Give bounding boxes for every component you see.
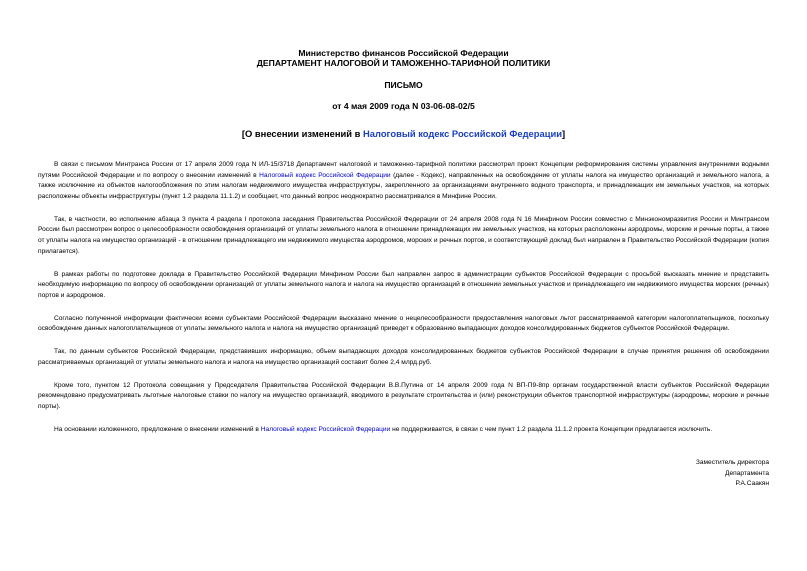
document-subject xyxy=(0,128,807,140)
paragraph-1 xyxy=(38,160,769,202)
signature-name: Р.А.Саакян xyxy=(735,480,769,487)
paragraph-1-text-b: (далее - Кодекс), направленных на освобождение от уплаты налога на имущество организаций и земельного налога, а также исключение из объектов налогообложения по этим налогам недвижимого имущества инфраструктуры, закрепленного за организациями внутреннего водного транспорта, и принадлежащих им земельных участков, на которых расположены объекты инфраструктуры (пункт 1.2 раздела 11.1.2) и сообщает, что данный вопрос неоднократно рассматривался в Минфине России. xyxy=(38,171,769,200)
signature-department: Департамента xyxy=(725,469,769,477)
paragraph-3: В рамках работы по подготовке доклада в Правительство Российской Федерации Минфином России был направлен запрос в администрации субъектов Российской Федерации с просьбой высказать мнение и представить необходимую информацию по вопросу об освобождении организаций от уплаты земельного налога и налога на имущество организаций в отношении земельных участков и принадлежащего им недвижимого имущества морских (речных) портов и аэродромов. xyxy=(38,270,769,299)
paragraph-1-text-a: В связи с письмом Минтранса России от 17 апреля 2009 года N ИЛ-15/3718 Департамент налоговой и таможенно-тарифной политики рассмотрел проект Концепции реформирования системы управления внутренними водными путями Российской Федерации и по вопросу о внесении изменений в xyxy=(38,161,769,179)
ministry-name: Министерство финансов Российской Федерации xyxy=(298,48,509,58)
subject-tax-code-link[interactable]: Налоговый кодекс Российской Федерации xyxy=(363,128,562,139)
paragraph-7-tax-code-link[interactable]: Налоговый кодекс Российской Федерации xyxy=(260,426,391,434)
document-date-number: от 4 мая 2009 года N 03-06-08-02/5 xyxy=(332,101,475,111)
paragraph-7-text-b: не поддерживается, в связи с чем пункт 1.2 раздела 11.1.2 проекта Концепции предлагается исключить. xyxy=(390,426,713,434)
paragraph-2: Так, в частности, во исполнение абзаца 3 пункта 4 раздела I протокола заседания Правительства Российской Федерации от 24 апреля 2008 года N 16 Минфином России совместно с Минэкономразвития России и Минтрансом России был рассмотрен вопрос о целесообразности освобождения организаций от уплаты земельного налога в отношении принадлежащих им земельных участков, на которых расположены аэродромы, морские и речные порты, а также от уплаты налога на имущество организаций - в отношении принадлежащего им недвижимого имущества аэродромов, морских и речных портов, и соответствующий доклад был направлен в Правительство Российской Федерации (копия прилагается). xyxy=(38,215,769,255)
paragraph-4: Согласно полученной информации фактически всеми субъектами Российской Федерации высказано мнение о нецелесообразности предоставления налоговых льгот рассматриваемой категории налогоплательщиков, поскольку освобождение данных налогоплательщиков от уплаты земельного налога и налога на имущество организаций приведет к образованию выпадающих доходов консолидированных бюджетов субъектов Российской Федерации. xyxy=(38,314,769,333)
subject-prefix: [О внесении изменений в xyxy=(241,128,364,139)
paragraph-7-text-a: На основании изложенного, предложение о внесении изменений в xyxy=(54,426,261,434)
paragraph-6: Кроме того, пунктом 12 Протокола совещания у Председателя Правительства Российской Федерации В.В.Путина от 14 апреля 2009 года N ВП-П9-8пр органам государственной власти субъектов Российской Федерации рекомендовано предусматривать льготные налоговые ставки по налогу на имущество организаций, вводимого в результате строительства и (или) реконструкции объектов транспортной инфраструктуры (аэродромы, морские и речные порты). xyxy=(38,381,769,411)
letter-body xyxy=(38,160,769,448)
paragraph-7 xyxy=(38,425,769,436)
document-type: ПИСЬМО xyxy=(384,80,423,90)
paragraph-1-tax-code-link[interactable]: Налоговый кодекс Российской Федерации xyxy=(259,171,391,179)
subject-suffix: ] xyxy=(562,128,566,139)
department-name: ДЕПАРТАМЕНТ НАЛОГОВОЙ И ТАМОЖЕННО-ТАРИФНОЙ ПОЛИТИКИ xyxy=(256,58,551,68)
paragraph-5: Так, по данным субъектов Российской Федерации, представивших информацию, объем выпадающих доходов консолидированных бюджетов субъектов Российской Федерации в случае принятия решения об освобождении рассматриваемых организаций от уплаты земельного налога и налога на имущество организаций составит более 2,4 млрд.руб. xyxy=(38,348,769,366)
signature-position: Заместитель директора xyxy=(695,459,769,466)
